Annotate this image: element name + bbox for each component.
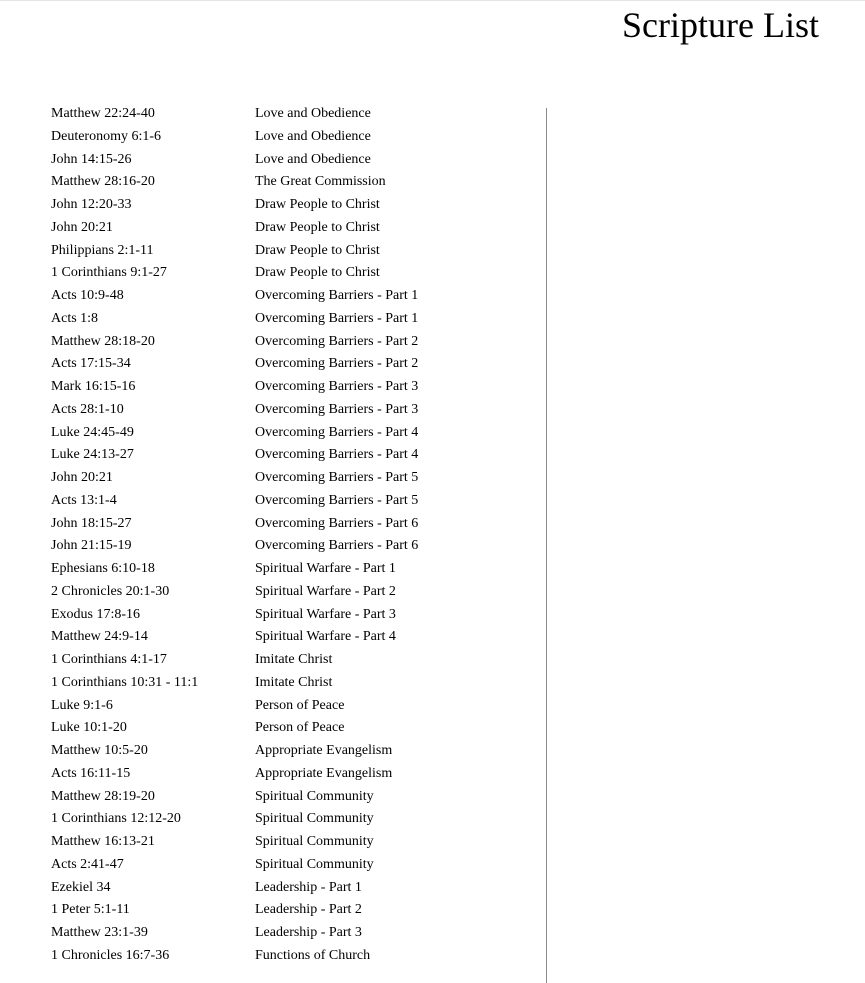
scripture-reference: Acts 16:11-15 — [51, 765, 131, 781]
scripture-reference: Matthew 22:24-40 — [51, 106, 155, 121]
top-divider — [0, 0, 865, 1]
scripture-reference: Acts 17:15-34 — [51, 356, 131, 372]
scripture-topic: Overcoming Barriers - Part 6 — [255, 515, 419, 531]
scripture-topic: Draw People to Christ — [255, 265, 380, 281]
scripture-row — [51, 444, 455, 467]
scripture-topic: Draw People to Christ — [255, 219, 380, 235]
scripture-row — [51, 331, 455, 354]
scripture-row — [51, 672, 455, 695]
scripture-row — [51, 581, 455, 604]
scripture-reference: 1 Chronicles 16:7-36 — [51, 947, 170, 963]
scripture-reference: Luke 24:45-49 — [51, 424, 134, 440]
scripture-row — [51, 308, 455, 331]
scripture-reference: Luke 10:1-20 — [51, 720, 127, 736]
scripture-row — [51, 422, 455, 445]
scripture-topic: Overcoming Barriers - Part 4 — [255, 447, 419, 463]
scripture-topic: Functions of Church — [255, 947, 371, 963]
scripture-reference: Matthew 28:16-20 — [51, 174, 155, 190]
scripture-row — [51, 126, 455, 149]
scripture-topic: Overcoming Barriers - Part 2 — [255, 333, 419, 349]
scripture-topic: Imitate Christ — [255, 674, 333, 690]
scripture-reference: John 18:15-27 — [51, 515, 132, 531]
scripture-topic: Leadership - Part 1 — [255, 879, 362, 895]
scripture-reference: Acts 28:1-10 — [51, 401, 124, 417]
scripture-reference: 2 Chronicles 20:1-30 — [51, 583, 170, 599]
scripture-row — [51, 626, 455, 649]
scripture-row — [51, 558, 455, 581]
scripture-topic: Appropriate Evangelism — [255, 765, 393, 781]
scripture-reference: Matthew 28:18-20 — [51, 333, 155, 349]
scripture-reference: 1 Corinthians 9:1-27 — [51, 265, 167, 281]
scripture-row — [51, 831, 455, 854]
scripture-topic: Person of Peace — [255, 720, 345, 736]
scripture-topic: Person of Peace — [255, 697, 345, 713]
scripture-row — [51, 262, 455, 285]
scripture-reference: Acts 13:1-4 — [51, 492, 117, 508]
scripture-reference: Luke 9:1-6 — [51, 697, 113, 713]
scripture-reference: Matthew 23:1-39 — [51, 925, 148, 940]
scripture-reference: 1 Corinthians 10:31 - 11:1 — [51, 674, 199, 690]
scripture-row — [51, 217, 455, 240]
scripture-row — [51, 285, 455, 308]
scripture-rows — [51, 103, 455, 968]
scripture-topic: Overcoming Barriers - Part 5 — [255, 492, 419, 508]
scripture-row — [51, 194, 455, 217]
scripture-row — [51, 649, 455, 672]
scripture-reference: Matthew 16:13-21 — [51, 834, 155, 849]
scripture-topic: Spiritual Community — [255, 834, 374, 849]
scripture-reference: Acts 10:9-48 — [51, 288, 124, 303]
scripture-row — [51, 899, 455, 922]
scripture-row — [51, 717, 455, 740]
scripture-reference: John 20:21 — [51, 219, 113, 235]
scripture-reference: Deuteronomy 6:1-6 — [51, 128, 162, 144]
scripture-reference: John 21:15-19 — [51, 538, 132, 554]
scripture-topic: Overcoming Barriers - Part 5 — [255, 470, 419, 485]
scripture-row — [51, 695, 455, 718]
scripture-topic: Overcoming Barriers - Part 2 — [255, 356, 419, 372]
scripture-reference: John 14:15-26 — [51, 151, 132, 167]
scripture-topic: Leadership - Part 3 — [255, 925, 362, 940]
scripture-topic: Draw People to Christ — [255, 242, 380, 258]
scripture-topic: Overcoming Barriers - Part 1 — [255, 288, 419, 303]
scripture-row — [51, 808, 455, 831]
scripture-topic: Appropriate Evangelism — [255, 743, 393, 758]
scripture-row — [51, 922, 455, 945]
scripture-topic: Spiritual Warfare - Part 4 — [255, 629, 396, 645]
scripture-reference: 1 Peter 5:1-11 — [51, 902, 130, 918]
scripture-reference: Ezekiel 34 — [51, 879, 111, 895]
scripture-row — [51, 513, 455, 536]
scripture-row — [51, 854, 455, 877]
scripture-reference: Exodus 17:8-16 — [51, 606, 141, 622]
scripture-row — [51, 149, 455, 172]
scripture-topic: Spiritual Warfare - Part 1 — [255, 561, 396, 576]
scripture-row — [51, 240, 455, 263]
scripture-row — [51, 763, 455, 786]
scripture-row — [51, 945, 455, 968]
scripture-reference: Matthew 28:19-20 — [51, 788, 155, 804]
scripture-reference: Ephesians 6:10-18 — [51, 561, 155, 576]
scripture-row — [51, 399, 455, 422]
scripture-reference: Philippians 2:1-11 — [51, 242, 154, 258]
page-title: Scripture List — [622, 5, 819, 45]
scripture-reference: John 20:21 — [51, 470, 113, 485]
scripture-reference: John 12:20-33 — [51, 197, 132, 212]
scripture-topic: Overcoming Barriers - Part 1 — [255, 310, 419, 326]
scripture-row — [51, 467, 455, 490]
scripture-topic: Imitate Christ — [255, 652, 333, 667]
scripture-topic: Overcoming Barriers - Part 6 — [255, 538, 419, 554]
scripture-row — [51, 353, 455, 376]
scripture-topic: Spiritual Warfare - Part 3 — [255, 606, 396, 622]
scripture-table — [51, 103, 455, 968]
scripture-row — [51, 490, 455, 513]
scripture-reference: Mark 16:15-16 — [51, 379, 136, 394]
scripture-row — [51, 604, 455, 627]
scripture-topic: The Great Commission — [255, 174, 386, 190]
scripture-row — [51, 877, 455, 900]
scripture-topic: Overcoming Barriers - Part 3 — [255, 401, 419, 417]
scripture-reference: Luke 24:13-27 — [51, 447, 134, 463]
scripture-topic: Overcoming Barriers - Part 3 — [255, 379, 419, 394]
scripture-reference: Acts 1:8 — [51, 310, 99, 326]
scripture-reference: 1 Corinthians 4:1-17 — [51, 652, 167, 667]
scripture-row — [51, 171, 455, 194]
scripture-reference: Matthew 24:9-14 — [51, 629, 148, 645]
scripture-topic: Love and Obedience — [255, 106, 371, 121]
scripture-topic: Draw People to Christ — [255, 197, 380, 212]
scripture-topic: Love and Obedience — [255, 128, 371, 144]
column-divider — [546, 108, 547, 983]
scripture-row — [51, 535, 455, 558]
scripture-topic: Love and Obedience — [255, 151, 371, 167]
scripture-topic: Overcoming Barriers - Part 4 — [255, 424, 419, 440]
scripture-reference: 1 Corinthians 12:12-20 — [51, 811, 181, 827]
scripture-topic: Spiritual Community — [255, 856, 374, 872]
scripture-topic: Leadership - Part 2 — [255, 902, 362, 918]
scripture-row — [51, 740, 455, 763]
scripture-reference: Matthew 10:5-20 — [51, 743, 148, 758]
scripture-topic: Spiritual Warfare - Part 2 — [255, 583, 396, 599]
scripture-topic: Spiritual Community — [255, 788, 374, 804]
scripture-row — [51, 786, 455, 809]
scripture-row — [51, 376, 455, 399]
scripture-topic: Spiritual Community — [255, 811, 374, 827]
scripture-reference: Acts 2:41-47 — [51, 856, 124, 872]
scripture-row — [51, 103, 455, 126]
